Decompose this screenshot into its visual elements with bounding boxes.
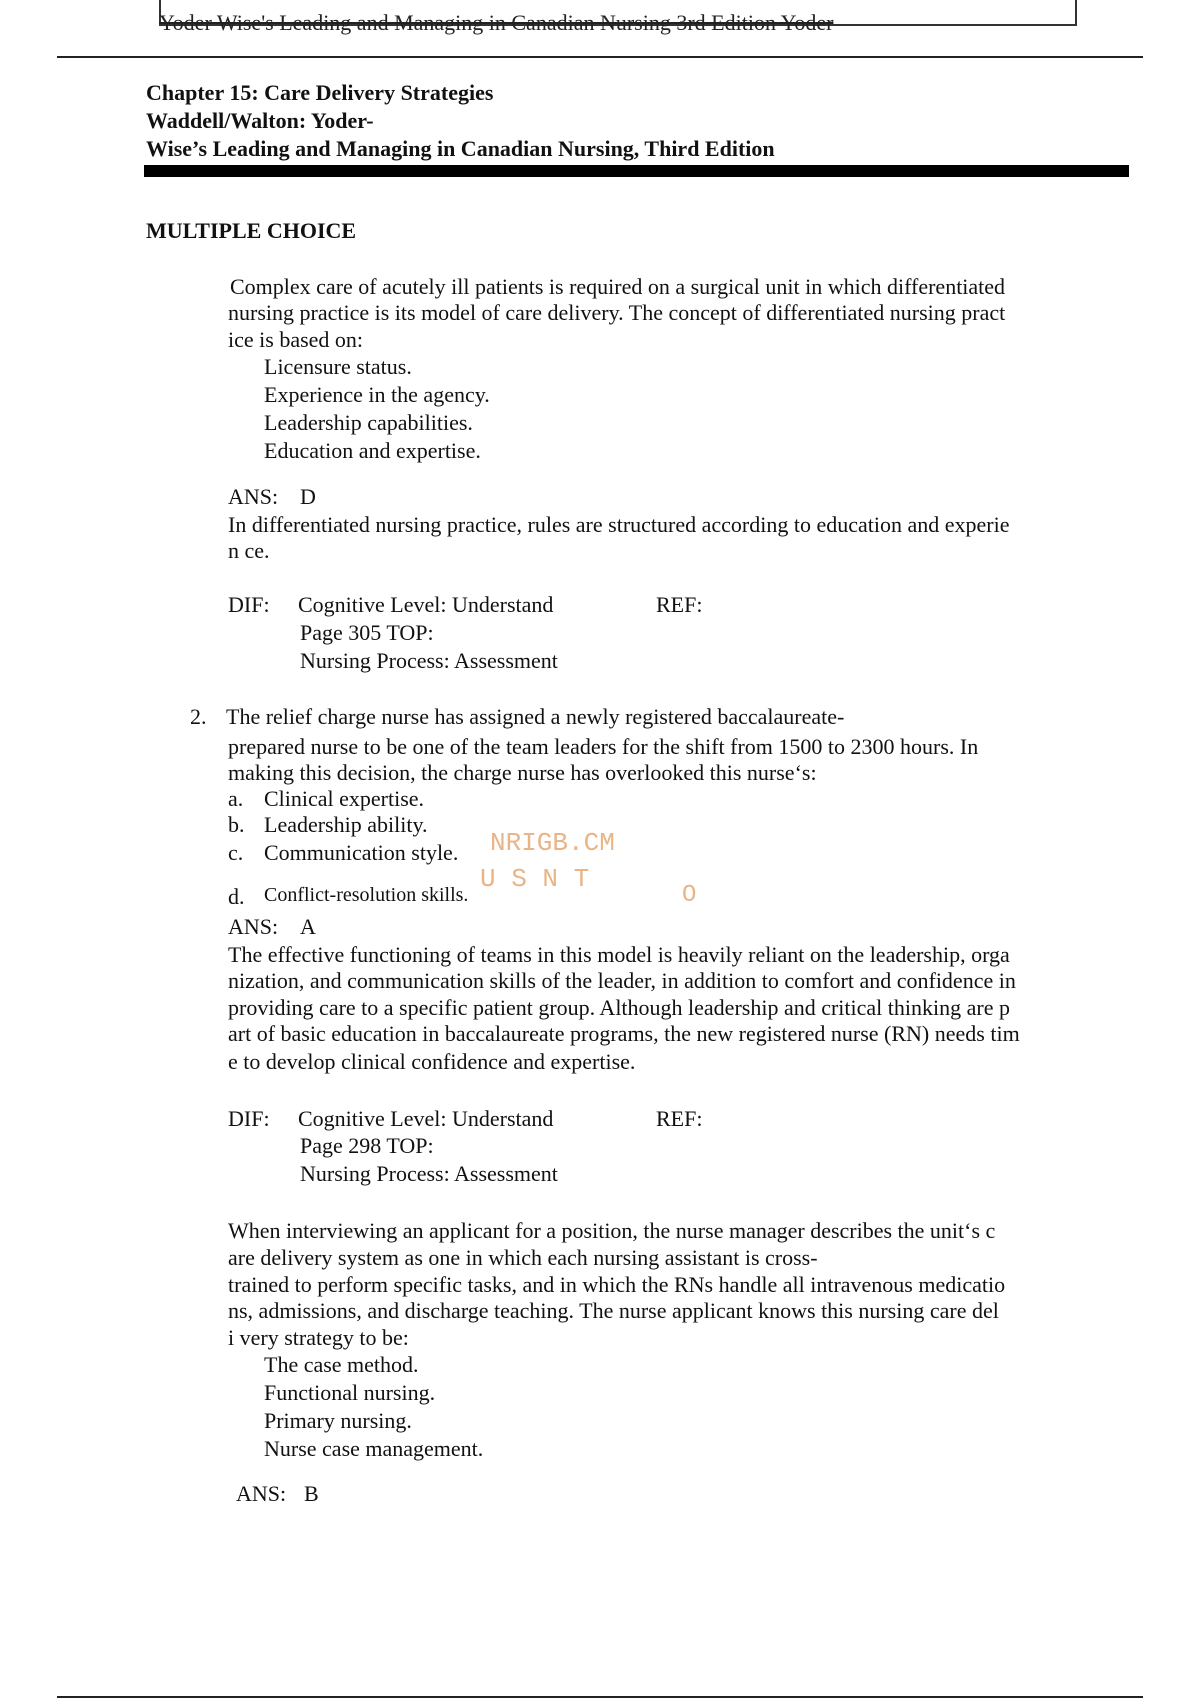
answer-option: Primary nursing. [264, 1408, 412, 1433]
option-letter: b. [228, 812, 245, 837]
question-stem-line: ns, admissions, and discharge teaching. The nurse applicant knows this nursing care del [228, 1298, 999, 1323]
rationale-line: In differentiated nursing practice, rules are structured according to education and experie [228, 512, 1010, 537]
question-stem-line: The relief charge nurse has assigned a newly registered baccalaureate- [226, 704, 845, 729]
answer-option: Communication style. [264, 840, 459, 865]
ref-label: REF: [656, 1106, 703, 1131]
question-stem-line: When interviewing an applicant for a position, the nurse manager describes the unit‘s c [228, 1218, 996, 1243]
question-stem-line: Complex care of acutely ill patients is required on a surgical unit in which differentiated [230, 274, 1006, 299]
option-letter: c. [228, 840, 244, 865]
section-title: MULTIPLE CHOICE [146, 218, 357, 243]
question-stem-line: trained to perform specific tasks, and in which the RNs handle all intravenous medicatio [228, 1272, 1006, 1297]
answer-value: B [304, 1481, 319, 1506]
answer-option: Licensure status. [264, 354, 412, 379]
dif-value: Cognitive Level: Understand [298, 592, 554, 617]
rationale-line: nization, and communication skills of the leader, in addition to comfort and confidence in [228, 968, 1016, 993]
ref-label: REF: [656, 592, 703, 617]
nursing-process: Nursing Process: Assessment [300, 1161, 558, 1186]
book-title: Wise’s Leading and Managing in Canadian Nursing, Third Edition [146, 136, 775, 161]
question-stem-line: nursing practice is its model of care delivery. The concept of differentiated nursing pract [228, 300, 1006, 325]
rationale-line: providing care to a specific patient group. Although leadership and critical thinking are p [228, 995, 1010, 1020]
question-stem-line: prepared nurse to be one of the team leaders for the shift from 1500 to 2300 hours. In [228, 734, 979, 759]
header-divider [144, 165, 1129, 177]
question-stem-line: making this decision, the charge nurse has overlooked this nurse‘s: [228, 760, 817, 785]
rationale-line: e to develop clinical confidence and expertise. [228, 1049, 636, 1074]
ref-page: Page 298 TOP: [300, 1133, 434, 1158]
watermark-line-2: U S N T [480, 864, 590, 894]
answer-option: The case method. [264, 1352, 419, 1377]
answer-option: Conflict-resolution skills. [264, 884, 469, 906]
running-title: Yoder Wise's Leading and Managing in Canadian Nursing 3rd Edition Yoder [159, 10, 834, 35]
rationale-line: The effective functioning of teams in this model is heavily reliant on the leadership, orga [228, 942, 1010, 967]
dif-label: DIF: [228, 1106, 270, 1131]
nursing-process: Nursing Process: Assessment [300, 648, 558, 673]
answer-option: Clinical expertise. [264, 786, 425, 811]
answer-value: A [300, 914, 316, 939]
question-stem-line: are delivery system as one in which each nursing assistant is cross- [228, 1245, 818, 1270]
option-letter: d. [228, 884, 245, 909]
option-letter: a. [228, 786, 244, 811]
answer-option: Nurse case management. [264, 1436, 484, 1461]
rationale-line: art of basic education in baccalaureate programs, the new registered nurse (RN) needs tim [228, 1021, 1020, 1046]
answer-option: Experience in the agency. [264, 382, 490, 407]
question-number: 2. [190, 704, 207, 729]
answer-label: ANS: [228, 914, 279, 939]
answer-option: Leadership ability. [264, 812, 428, 837]
answer-label: ANS: [236, 1481, 287, 1506]
dif-value: Cognitive Level: Understand [298, 1106, 554, 1131]
chapter-title: Chapter 15: Care Delivery Strategies [146, 80, 494, 105]
book-authors: Waddell/Walton: Yoder- [146, 108, 374, 133]
ref-page: Page 305 TOP: [300, 620, 434, 645]
watermark-line-3: O [682, 882, 697, 909]
answer-option: Education and expertise. [264, 438, 481, 463]
watermark-line-1: NRIGB.CM [490, 828, 615, 858]
answer-label: ANS: [228, 484, 279, 509]
dif-label: DIF: [228, 592, 270, 617]
answer-option: Leadership capabilities. [264, 410, 473, 435]
rationale-line: n ce. [228, 538, 270, 563]
bottom-divider [57, 1696, 1143, 1698]
answer-value: D [300, 484, 316, 509]
question-stem-line: i very strategy to be: [228, 1325, 409, 1350]
question-stem-line: ice is based on: [228, 327, 364, 352]
answer-option: Functional nursing. [264, 1380, 436, 1405]
top-divider [57, 56, 1143, 58]
